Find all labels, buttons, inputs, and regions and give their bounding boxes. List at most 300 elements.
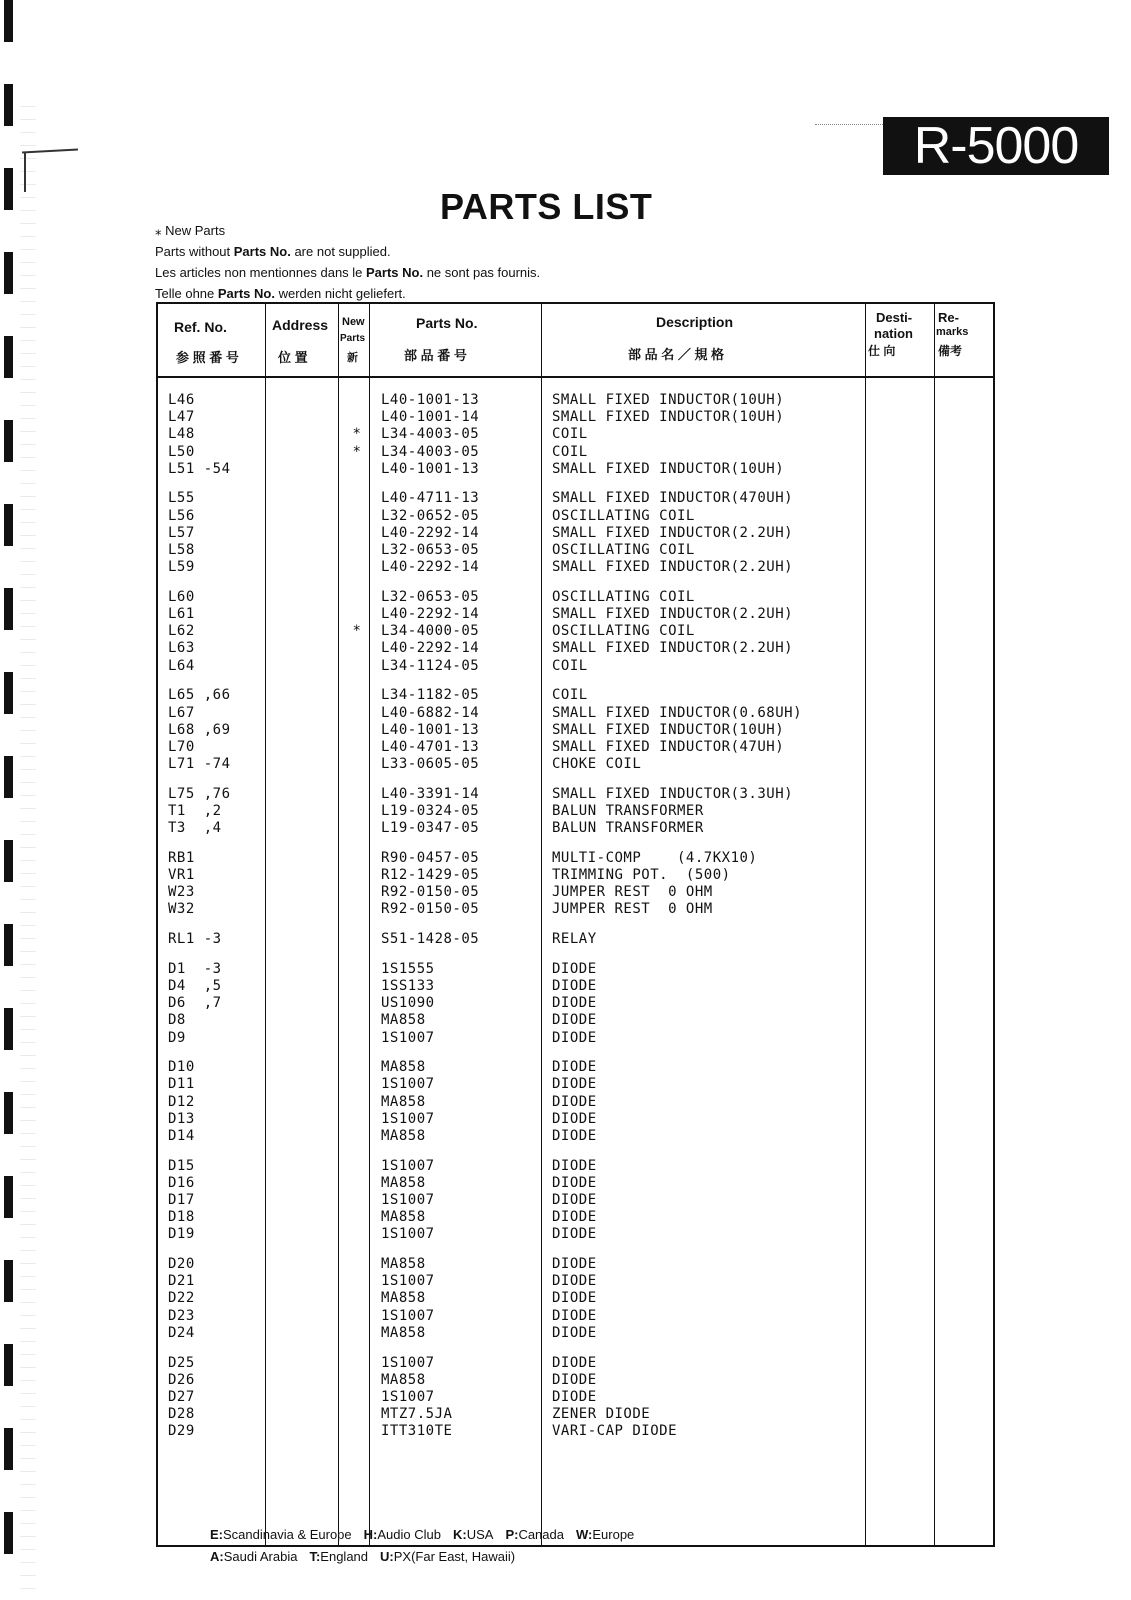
row-group	[158, 961, 993, 1047]
new-parts-cell: *	[352, 443, 362, 460]
binding-bar	[4, 672, 13, 714]
table-row	[158, 1308, 993, 1325]
note-en-post: are not supplied.	[290, 244, 391, 259]
parts-no-cell: 1S1007	[381, 1110, 435, 1127]
ref-cell: L57	[168, 524, 195, 541]
legend-item	[364, 1524, 441, 1546]
parts-no-cell: L33-0605-05	[381, 756, 480, 773]
parts-table	[156, 302, 995, 1547]
parts-no-cell: 1SS133	[381, 977, 435, 994]
header-destination-1: Desti-	[876, 310, 913, 325]
table-row	[158, 756, 993, 773]
ref-cell: L47	[168, 409, 195, 426]
header-new-jp: 新	[347, 352, 358, 364]
table-row	[158, 722, 993, 739]
ref-cell: D9	[168, 1029, 186, 1046]
legend-item	[380, 1546, 515, 1568]
description-cell: OSCILLATING COIL	[552, 542, 695, 558]
parts-no-cell: L34-4003-05	[381, 426, 480, 443]
ref-cell: D22	[168, 1290, 195, 1307]
table-row	[158, 786, 993, 803]
ref-cell: D16	[168, 1174, 195, 1191]
table-row	[158, 705, 993, 722]
description-cell: SMALL FIXED INDUCTOR(47UH)	[552, 738, 785, 755]
ref-cell: T1 ,2	[168, 802, 222, 819]
table-row	[158, 978, 993, 995]
table-row	[158, 995, 993, 1012]
binding-bar	[4, 1428, 13, 1470]
parts-no-cell: L40-1001-13	[381, 392, 480, 408]
table-row	[158, 961, 993, 978]
row-group	[158, 1059, 993, 1145]
parts-no-cell: 1S1007	[381, 1273, 435, 1290]
ref-cell: D14	[168, 1127, 195, 1144]
ref-cell: L59	[168, 559, 195, 576]
header-address: Address	[272, 317, 329, 333]
ref-cell: D18	[168, 1209, 195, 1226]
note-de-pre: Telle ohne	[155, 286, 218, 301]
binding-bar	[4, 840, 13, 882]
header-parts: Parts	[340, 333, 366, 344]
binding-bar	[4, 84, 13, 126]
ref-cell: D11	[168, 1076, 195, 1093]
header-description: Description	[656, 314, 734, 330]
description-cell: OSCILLATING COIL	[552, 588, 695, 605]
table-row	[158, 867, 993, 884]
parts-no-cell: 1S1555	[381, 960, 435, 977]
table-row	[158, 589, 993, 606]
header-address-jp: 位 置	[278, 350, 308, 365]
description-cell: DIODE	[552, 1388, 597, 1405]
ref-cell: L58	[168, 542, 195, 558]
model-badge: R-5000	[883, 117, 1109, 175]
page-title: PARTS LIST	[440, 186, 653, 227]
ref-cell: L68 ,69	[168, 721, 231, 738]
table-row	[158, 884, 993, 901]
notes	[155, 220, 540, 304]
table-row	[158, 1012, 993, 1029]
description-cell: DIODE	[552, 1127, 597, 1144]
parts-no-cell: L40-3391-14	[381, 785, 480, 802]
binding-bar	[4, 420, 13, 462]
table-row	[158, 1273, 993, 1290]
note-fr	[155, 262, 540, 283]
binding-bar	[4, 588, 13, 630]
table-row	[158, 1256, 993, 1273]
parts-no-cell: L32-0653-05	[381, 588, 480, 605]
parts-no-cell: MA858	[381, 1290, 426, 1307]
table-row	[158, 508, 993, 525]
table-row	[158, 931, 993, 948]
binding-bar	[4, 1512, 13, 1554]
legend-line-2	[210, 1546, 646, 1568]
description-cell: DIODE	[552, 1029, 597, 1046]
legend-code: U:	[380, 1549, 394, 1564]
scan-mark-vertical	[24, 152, 26, 192]
ref-cell: L55	[168, 490, 195, 507]
parts-no-cell: L40-4711-13	[381, 490, 480, 507]
parts-no-cell: US1090	[381, 995, 435, 1012]
parts-no-cell: MA858	[381, 1127, 426, 1144]
binding-bar	[4, 1260, 13, 1302]
table-row	[158, 687, 993, 704]
badge-leader	[815, 124, 883, 125]
table-row	[158, 1226, 993, 1243]
parts-no-cell: L19-0347-05	[381, 820, 480, 837]
description-cell: DIODE	[552, 1209, 597, 1226]
description-cell: RELAY	[552, 931, 597, 948]
parts-no-cell: L34-4000-05	[381, 623, 480, 640]
description-cell: TRIMMING POT. (500)	[552, 867, 731, 883]
table-row	[158, 1372, 993, 1389]
description-cell: ZENER DIODE	[552, 1406, 651, 1423]
description-cell: DIODE	[552, 1290, 597, 1307]
parts-no-cell: 1S1007	[381, 1157, 435, 1174]
binding-bar	[4, 0, 13, 42]
table-row	[158, 1406, 993, 1423]
parts-no-cell: MA858	[381, 1012, 426, 1029]
ref-cell: D6 ,7	[168, 995, 222, 1012]
table-row	[158, 623, 993, 640]
new-parts-cell: *	[352, 426, 362, 443]
table-row	[158, 392, 993, 409]
parts-no-cell: L40-1001-13	[381, 460, 480, 477]
table-row	[158, 739, 993, 756]
ref-cell: D12	[168, 1093, 195, 1110]
description-cell: BALUN TRANSFORMER	[552, 802, 704, 819]
ref-cell: D29	[168, 1423, 195, 1440]
description-cell: DIODE	[552, 995, 597, 1012]
description-cell: SMALL FIXED INDUCTOR(10UH)	[552, 460, 785, 477]
description-cell: SMALL FIXED INDUCTOR(470UH)	[552, 490, 794, 507]
parts-no-cell: 1S1007	[381, 1388, 435, 1405]
description-cell: SMALL FIXED INDUCTOR(0.68UH)	[552, 704, 803, 721]
parts-no-cell: L40-2292-14	[381, 606, 480, 623]
binding-bar	[4, 168, 13, 210]
binding-bar	[4, 1176, 13, 1218]
description-cell: DIODE	[552, 1307, 597, 1324]
ref-cell: D10	[168, 1059, 195, 1076]
legend-text: Scandinavia & Europe	[223, 1527, 352, 1542]
parts-no-cell: L40-1001-13	[381, 721, 480, 738]
legend-item	[505, 1524, 564, 1546]
ref-cell: L70	[168, 738, 195, 755]
description-cell: DIODE	[552, 977, 597, 994]
legend-item	[576, 1524, 634, 1546]
description-cell: DIODE	[552, 1174, 597, 1191]
legend-code: T:	[309, 1549, 321, 1564]
legend-code: K:	[452, 1527, 467, 1542]
ref-cell: L62	[168, 623, 195, 640]
table-row	[158, 1128, 993, 1145]
description-cell: DIODE	[552, 1354, 597, 1371]
legend-text: Canada	[518, 1527, 564, 1542]
legend-item	[453, 1524, 493, 1546]
description-cell: SMALL FIXED INDUCTOR(10UH)	[552, 721, 785, 738]
parts-no-cell: L34-1182-05	[381, 687, 480, 704]
parts-no-cell: R12-1429-05	[381, 867, 480, 883]
table-row	[158, 1192, 993, 1209]
binding-bar	[4, 756, 13, 798]
parts-no-cell: MA858	[381, 1324, 426, 1341]
ref-cell: W23	[168, 884, 195, 901]
row-group	[158, 931, 993, 948]
parts-no-cell: L32-0652-05	[381, 507, 480, 524]
ref-cell: D17	[168, 1192, 195, 1208]
legend-code: P:	[505, 1527, 519, 1542]
binding-bar	[4, 1344, 13, 1386]
row-group	[158, 490, 993, 576]
parts-no-cell: L40-2292-14	[381, 559, 480, 576]
ref-cell: D28	[168, 1406, 195, 1423]
parts-no-cell: MA858	[381, 1209, 426, 1226]
ref-cell: D20	[168, 1256, 195, 1273]
ref-cell: D19	[168, 1226, 195, 1243]
note-fr-pre: Les articles non mentionnes dans le	[155, 265, 367, 280]
scan-noise	[20, 100, 36, 1600]
parts-no-cell: 1S1007	[381, 1076, 435, 1093]
legend-item	[309, 1546, 368, 1568]
header-remarks-2: marks	[936, 326, 969, 338]
note-fr-bold: Parts No.	[366, 265, 424, 280]
binding-bar	[4, 924, 13, 966]
ref-cell: D24	[168, 1324, 195, 1341]
parts-no-cell: MA858	[381, 1371, 426, 1388]
header-destination-jp: 仕 向	[868, 344, 896, 358]
parts-no-cell: MA858	[381, 1256, 426, 1273]
ref-cell: D1 -3	[168, 960, 222, 977]
table-row	[158, 1111, 993, 1128]
new-parts-cell: *	[352, 623, 362, 640]
parts-no-cell: 1S1007	[381, 1354, 435, 1371]
binding-bar	[4, 336, 13, 378]
note-en-bold: Parts No.	[233, 244, 291, 259]
ref-cell: L50	[168, 443, 195, 460]
parts-no-cell: MA858	[381, 1174, 426, 1191]
table-row	[158, 1094, 993, 1111]
ref-cell: RB1	[168, 849, 195, 866]
table-row	[158, 461, 993, 478]
table-row	[158, 1290, 993, 1307]
legend-line-1	[210, 1524, 646, 1546]
table-row	[158, 1209, 993, 1226]
description-cell: DIODE	[552, 1226, 597, 1243]
parts-no-cell: 1S1007	[381, 1307, 435, 1324]
ref-cell: D8	[168, 1012, 186, 1029]
description-cell: DIODE	[552, 1093, 597, 1110]
new-parts-mark: ⁎	[155, 223, 162, 238]
ref-cell: D27	[168, 1388, 195, 1405]
table-row	[158, 1175, 993, 1192]
table-row	[158, 409, 993, 426]
parts-no-cell: MA858	[381, 1059, 426, 1076]
table-row	[158, 803, 993, 820]
table-row	[158, 850, 993, 867]
table-header	[158, 304, 993, 378]
description-cell: DIODE	[552, 1192, 597, 1208]
new-parts-label: New Parts	[165, 223, 226, 238]
ref-cell: L65 ,66	[168, 687, 231, 704]
description-cell: COIL	[552, 443, 588, 460]
legend-code: H:	[363, 1527, 378, 1542]
parts-no-cell: MA858	[381, 1093, 426, 1110]
ref-cell: D23	[168, 1307, 195, 1324]
binding-bar	[4, 1092, 13, 1134]
parts-no-cell: L40-2292-14	[381, 640, 480, 657]
new-parts-note	[155, 220, 540, 241]
description-cell: MULTI-COMP (4.7KX10)	[552, 849, 758, 866]
ref-cell: RL1 -3	[168, 931, 222, 948]
ref-cell: L60	[168, 588, 195, 605]
parts-no-cell: L40-2292-14	[381, 524, 480, 541]
ref-cell: VR1	[168, 867, 195, 883]
description-cell: DIODE	[552, 1059, 597, 1076]
parts-no-cell: ITT310TE	[381, 1423, 453, 1440]
description-cell: DIODE	[552, 1157, 597, 1174]
destination-legend	[210, 1524, 646, 1568]
description-cell: SMALL FIXED INDUCTOR(10UH)	[552, 392, 785, 408]
note-fr-post: ne sont pas fournis.	[423, 265, 541, 280]
header-parts-no: Parts No.	[416, 315, 478, 331]
row-group	[158, 1355, 993, 1441]
ref-cell: L67	[168, 704, 195, 721]
legend-text: USA	[466, 1527, 494, 1542]
ref-cell: L48	[168, 426, 195, 443]
table-row	[158, 1325, 993, 1342]
description-cell: DIODE	[552, 1076, 597, 1093]
parts-no-cell: S51-1428-05	[381, 931, 480, 948]
table-row	[158, 1389, 993, 1406]
ref-cell: D21	[168, 1273, 195, 1290]
description-cell: JUMPER REST 0 OHM	[552, 901, 713, 918]
binding-bar	[4, 504, 13, 546]
description-cell: DIODE	[552, 1371, 597, 1388]
parts-no-cell: L34-1124-05	[381, 657, 480, 674]
description-cell: VARI-CAP DIODE	[552, 1423, 678, 1440]
description-cell: SMALL FIXED INDUCTOR(2.2UH)	[552, 640, 794, 657]
table-row	[158, 542, 993, 559]
description-cell: SMALL FIXED INDUCTOR(2.2UH)	[552, 606, 794, 623]
legend-code: A:	[210, 1549, 224, 1564]
ref-cell: L46	[168, 392, 195, 408]
table-row	[158, 1355, 993, 1372]
header-ref-no: Ref. No.	[174, 319, 227, 335]
parts-no-cell: 1S1007	[381, 1192, 435, 1208]
ref-cell: D25	[168, 1354, 195, 1371]
description-cell: OSCILLATING COIL	[552, 623, 695, 640]
legend-text: England	[320, 1549, 369, 1564]
description-cell: SMALL FIXED INDUCTOR(2.2UH)	[552, 524, 794, 541]
parts-no-cell: L32-0653-05	[381, 542, 480, 558]
legend-text: Audio Club	[377, 1527, 441, 1542]
description-cell: SMALL FIXED INDUCTOR(2.2UH)	[552, 559, 794, 576]
row-group	[158, 1158, 993, 1244]
note-de-post: werden nicht geliefert.	[274, 286, 406, 301]
parts-no-cell: L40-4701-13	[381, 738, 480, 755]
table-row	[158, 1030, 993, 1047]
row-group	[158, 850, 993, 919]
description-cell: DIODE	[552, 1110, 597, 1127]
note-de-bold: Parts No.	[217, 286, 275, 301]
table-row	[158, 1158, 993, 1175]
legend-text: Saudi Arabia	[223, 1549, 298, 1564]
binding-bar	[4, 252, 13, 294]
parts-no-cell: R92-0150-05	[381, 884, 480, 901]
note-en	[155, 241, 540, 262]
table-row	[158, 1059, 993, 1076]
header-remarks-jp: 備考	[938, 344, 963, 358]
ref-cell: L56	[168, 507, 195, 524]
table-row	[158, 640, 993, 657]
legend-item	[210, 1546, 297, 1568]
table-row	[158, 606, 993, 623]
ref-cell: W32	[168, 901, 195, 918]
legend-text: PX(Far East, Hawaii)	[393, 1549, 516, 1564]
ref-cell: D4 ,5	[168, 977, 222, 994]
ref-cell: L71 -74	[168, 756, 231, 773]
row-group	[158, 786, 993, 838]
description-cell: BALUN TRANSFORMER	[552, 820, 704, 837]
description-cell: DIODE	[552, 960, 597, 977]
row-group	[158, 687, 993, 773]
ref-cell: L51 -54	[168, 460, 231, 477]
ref-cell: D13	[168, 1110, 195, 1127]
table-row	[158, 1423, 993, 1440]
ref-cell: L75 ,76	[168, 785, 231, 802]
ref-cell: D26	[168, 1371, 195, 1388]
header-ref-no-jp: 参 照 番 号	[176, 350, 239, 365]
table-row	[158, 559, 993, 576]
legend-code: E:	[210, 1527, 223, 1542]
legend-item	[210, 1524, 352, 1546]
header-description-jp: 部 品 名 ／ 規 格	[628, 347, 725, 362]
description-cell: DIODE	[552, 1324, 597, 1341]
parts-no-cell: R90-0457-05	[381, 849, 480, 866]
ref-cell: L64	[168, 657, 195, 674]
note-de	[155, 283, 540, 304]
description-cell: COIL	[552, 426, 588, 443]
table-row	[158, 1076, 993, 1093]
parts-no-cell: L34-4003-05	[381, 443, 480, 460]
parts-no-cell: L40-6882-14	[381, 704, 480, 721]
parts-no-cell: 1S1007	[381, 1029, 435, 1046]
legend-code: W:	[575, 1527, 593, 1542]
description-cell: DIODE	[552, 1256, 597, 1273]
table-row	[158, 901, 993, 918]
description-cell: OSCILLATING COIL	[552, 507, 695, 524]
description-cell: DIODE	[552, 1012, 597, 1029]
binding-edge	[0, 0, 16, 1600]
header-remarks-1: Re-	[938, 310, 959, 325]
header-parts-no-jp: 部 品 番 号	[404, 348, 467, 363]
table-row	[158, 490, 993, 507]
row-group	[158, 1256, 993, 1342]
description-cell: JUMPER REST 0 OHM	[552, 884, 713, 901]
description-cell: COIL	[552, 687, 588, 704]
header-destination-2: nation	[874, 326, 913, 341]
ref-cell: L61	[168, 606, 195, 623]
table-row	[158, 525, 993, 542]
note-en-pre: Parts without	[155, 244, 234, 259]
row-group	[158, 589, 993, 675]
row-group	[158, 392, 993, 478]
description-cell: CHOKE COIL	[552, 756, 642, 773]
parts-no-cell: L19-0324-05	[381, 802, 480, 819]
parts-no-cell: R92-0150-05	[381, 901, 480, 918]
legend-text: Europe	[592, 1527, 635, 1542]
parts-no-cell: 1S1007	[381, 1226, 435, 1243]
header-new: New	[342, 316, 365, 328]
